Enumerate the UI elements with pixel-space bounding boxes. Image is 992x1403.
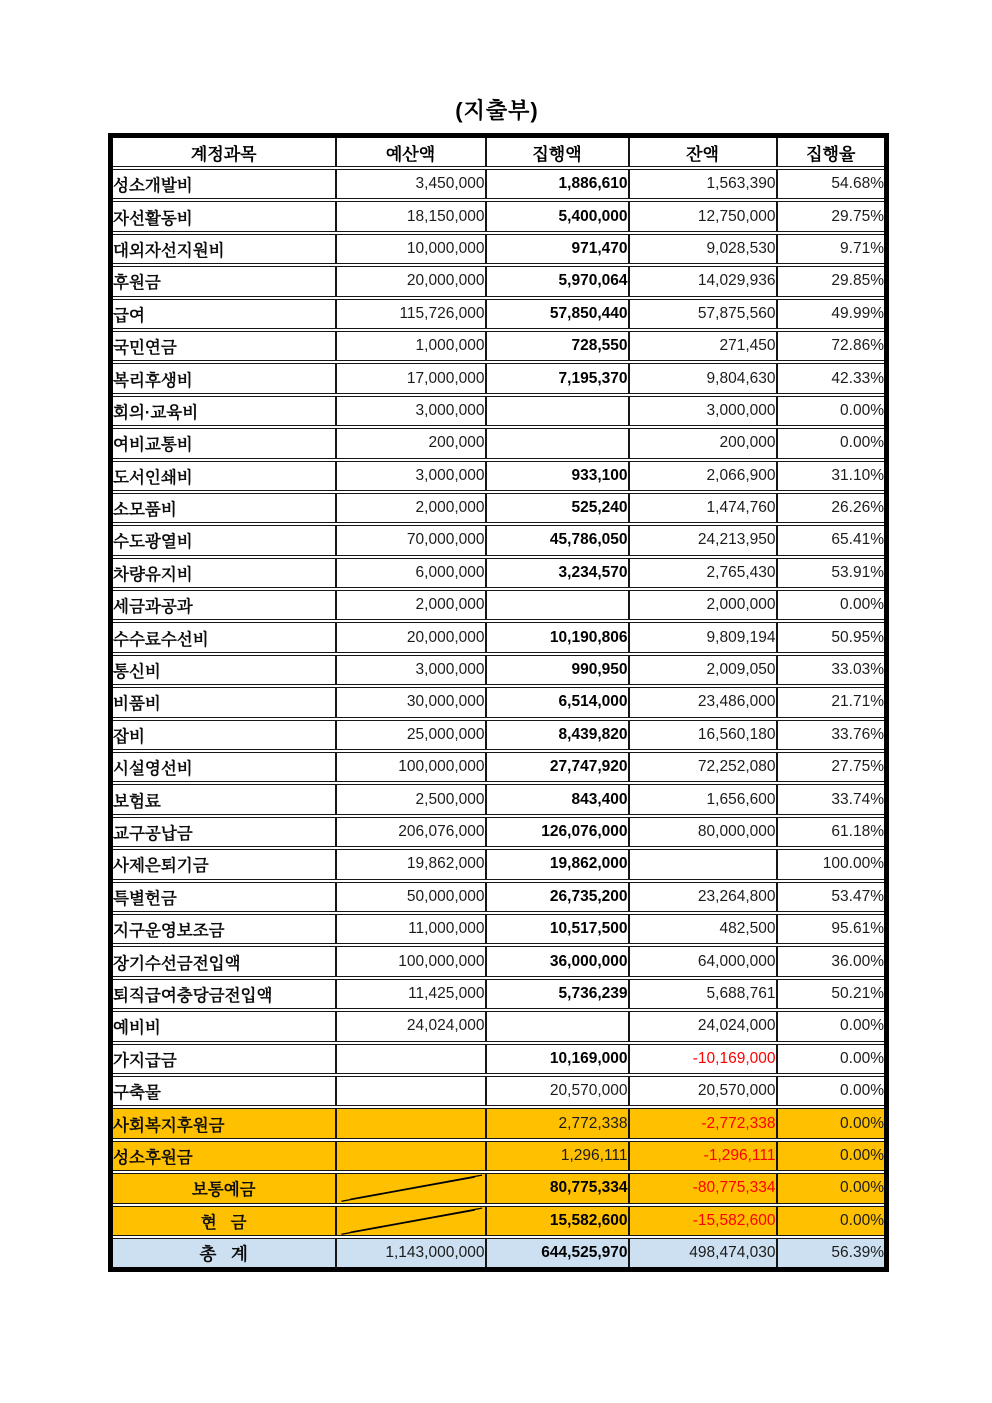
- cell-budget-amount: 100,000,000: [336, 945, 486, 977]
- cell-execution-rate: 42.33%: [777, 362, 887, 394]
- cell-balance-amount: 1,656,600: [629, 783, 777, 815]
- cell-balance-amount: 2,000,000: [629, 589, 777, 621]
- page-title: (지출부): [455, 98, 539, 123]
- cell-balance-amount: 23,486,000: [629, 686, 777, 718]
- cell-budget-amount: [336, 1172, 486, 1204]
- cell-balance-amount: 3,000,000: [629, 395, 777, 427]
- cell-account-name: 통신비: [111, 654, 336, 686]
- cell-budget-amount: [336, 1043, 486, 1075]
- cell-account-name: 보통예금: [111, 1172, 336, 1204]
- cell-executed-amount: 7,195,370: [486, 362, 629, 394]
- cell-budget-amount: 18,150,000: [336, 200, 486, 232]
- cell-budget-amount: 2,000,000: [336, 589, 486, 621]
- cell-account-name: 도서인쇄비: [111, 460, 336, 492]
- cell-account-name: 성소후원금: [111, 1140, 336, 1172]
- cell-account-name: 퇴직급여충당금전입액: [111, 978, 336, 1010]
- cell-execution-rate: 0.00%: [777, 1075, 887, 1107]
- cell-executed-amount: 57,850,440: [486, 298, 629, 330]
- cell-account-name: 교구공납금: [111, 816, 336, 848]
- cell-executed-amount: 10,517,500: [486, 913, 629, 945]
- table-row: [111, 298, 887, 330]
- cell-account-name: 국민연금: [111, 330, 336, 362]
- table-body: [111, 168, 887, 1270]
- slash-mark-icon: [337, 1207, 485, 1235]
- cell-balance-amount: 9,809,194: [629, 621, 777, 653]
- table-row: [111, 330, 887, 362]
- cell-execution-rate: 65.41%: [777, 524, 887, 556]
- cell-budget-amount: 100,000,000: [336, 751, 486, 783]
- cell-execution-rate: 33.74%: [777, 783, 887, 815]
- cell-execution-rate: 27.75%: [777, 751, 887, 783]
- cell-execution-rate: 33.76%: [777, 719, 887, 751]
- cell-executed-amount: 525,240: [486, 492, 629, 524]
- table-row: [111, 233, 887, 265]
- col-header-exec: 집행액: [486, 136, 629, 169]
- table-row: [111, 1043, 887, 1075]
- table-row: [111, 265, 887, 297]
- cell-executed-amount: 6,514,000: [486, 686, 629, 718]
- cell-budget-amount: 1,143,000,000: [336, 1237, 486, 1270]
- cell-balance-amount: 24,213,950: [629, 524, 777, 556]
- cell-executed-amount: 1,886,610: [486, 168, 629, 200]
- table-row: [111, 978, 887, 1010]
- table-row: [111, 557, 887, 589]
- table-row: [111, 524, 887, 556]
- table-row: [111, 1075, 887, 1107]
- cell-budget-amount: 206,076,000: [336, 816, 486, 848]
- table-row: [111, 848, 887, 880]
- cell-budget-amount: 30,000,000: [336, 686, 486, 718]
- cell-executed-amount: 10,190,806: [486, 621, 629, 653]
- cell-executed-amount: 45,786,050: [486, 524, 629, 556]
- cell-budget-amount: 17,000,000: [336, 362, 486, 394]
- cell-account-name: 회의·교육비: [111, 395, 336, 427]
- cell-budget-amount: 3,450,000: [336, 168, 486, 200]
- cell-execution-rate: 21.71%: [777, 686, 887, 718]
- cell-execution-rate: 100.00%: [777, 848, 887, 880]
- cell-execution-rate: 61.18%: [777, 816, 887, 848]
- cell-execution-rate: 0.00%: [777, 395, 887, 427]
- cell-execution-rate: 29.75%: [777, 200, 887, 232]
- cell-execution-rate: 72.86%: [777, 330, 887, 362]
- table-row: [111, 168, 887, 200]
- col-header-rate: 집행율: [777, 136, 887, 169]
- cell-execution-rate: 49.99%: [777, 298, 887, 330]
- cell-balance-amount: 80,000,000: [629, 816, 777, 848]
- cell-executed-amount: 728,550: [486, 330, 629, 362]
- cell-balance-amount: 9,028,530: [629, 233, 777, 265]
- table-row: [111, 362, 887, 394]
- expenditure-table: [108, 133, 889, 1272]
- cell-account-name: 급여: [111, 298, 336, 330]
- cell-executed-amount: 80,775,334: [486, 1172, 629, 1204]
- table-row: [111, 686, 887, 718]
- cell-account-name: 복리후생비: [111, 362, 336, 394]
- cell-execution-rate: 53.47%: [777, 881, 887, 913]
- cell-budget-amount: 2,500,000: [336, 783, 486, 815]
- cell-executed-amount: 933,100: [486, 460, 629, 492]
- table-row: [111, 460, 887, 492]
- col-header-balance: 잔액: [629, 136, 777, 169]
- table-header-row: [111, 136, 887, 169]
- table-row: [111, 945, 887, 977]
- cell-budget-amount: 1,000,000: [336, 330, 486, 362]
- cell-balance-amount: 271,450: [629, 330, 777, 362]
- table-row: [111, 200, 887, 232]
- cell-balance-amount: 1,563,390: [629, 168, 777, 200]
- cell-executed-amount: 971,470: [486, 233, 629, 265]
- cell-balance-amount: 2,066,900: [629, 460, 777, 492]
- cell-balance-amount: -80,775,334: [629, 1172, 777, 1204]
- cell-account-name: 현 금: [111, 1205, 336, 1237]
- cell-balance-amount: 57,875,560: [629, 298, 777, 330]
- cell-execution-rate: 0.00%: [777, 1010, 887, 1042]
- cell-executed-amount: 990,950: [486, 654, 629, 686]
- cell-account-name: 대외자선지원비: [111, 233, 336, 265]
- cell-account-name: 구축물: [111, 1075, 336, 1107]
- table-row: [111, 751, 887, 783]
- cell-account-name: 지구운영보조금: [111, 913, 336, 945]
- cell-executed-amount: 15,582,600: [486, 1205, 629, 1237]
- cell-budget-amount: 11,425,000: [336, 978, 486, 1010]
- cell-account-name: 수도광열비: [111, 524, 336, 556]
- cell-budget-amount: 70,000,000: [336, 524, 486, 556]
- table-row: [111, 1237, 887, 1270]
- cell-execution-rate: 0.00%: [777, 1140, 887, 1172]
- col-header-budget: 예산액: [336, 136, 486, 169]
- cell-budget-amount: 11,000,000: [336, 913, 486, 945]
- cell-balance-amount: -15,582,600: [629, 1205, 777, 1237]
- cell-balance-amount: 24,024,000: [629, 1010, 777, 1042]
- cell-executed-amount: [486, 1010, 629, 1042]
- cell-balance-amount: 64,000,000: [629, 945, 777, 977]
- cell-executed-amount: 126,076,000: [486, 816, 629, 848]
- cell-balance-amount: 5,688,761: [629, 978, 777, 1010]
- cell-account-name: 자선활동비: [111, 200, 336, 232]
- col-header-account: 계정과목: [111, 136, 336, 169]
- cell-executed-amount: 10,169,000: [486, 1043, 629, 1075]
- cell-execution-rate: 0.00%: [777, 1205, 887, 1237]
- cell-account-name: 비품비: [111, 686, 336, 718]
- cell-executed-amount: 644,525,970: [486, 1237, 629, 1270]
- cell-executed-amount: [486, 589, 629, 621]
- cell-execution-rate: 0.00%: [777, 427, 887, 459]
- cell-execution-rate: 95.61%: [777, 913, 887, 945]
- cell-account-name: 소모품비: [111, 492, 336, 524]
- table-row: [111, 1010, 887, 1042]
- cell-executed-amount: 36,000,000: [486, 945, 629, 977]
- cell-balance-amount: 2,009,050: [629, 654, 777, 686]
- cell-budget-amount: [336, 1205, 486, 1237]
- cell-balance-amount: 20,570,000: [629, 1075, 777, 1107]
- cell-budget-amount: 19,862,000: [336, 848, 486, 880]
- cell-budget-amount: 3,000,000: [336, 460, 486, 492]
- cell-execution-rate: 0.00%: [777, 1107, 887, 1139]
- cell-executed-amount: 26,735,200: [486, 881, 629, 913]
- cell-balance-amount: 72,252,080: [629, 751, 777, 783]
- cell-account-name: 성소개발비: [111, 168, 336, 200]
- cell-execution-rate: 33.03%: [777, 654, 887, 686]
- table-row: [111, 881, 887, 913]
- cell-executed-amount: [486, 427, 629, 459]
- cell-execution-rate: 26.26%: [777, 492, 887, 524]
- cell-execution-rate: 50.95%: [777, 621, 887, 653]
- cell-executed-amount: 2,772,338: [486, 1107, 629, 1139]
- cell-account-name: 세금과공과: [111, 589, 336, 621]
- cell-execution-rate: 54.68%: [777, 168, 887, 200]
- cell-budget-amount: 200,000: [336, 427, 486, 459]
- cell-budget-amount: 24,024,000: [336, 1010, 486, 1042]
- cell-account-name: 후원금: [111, 265, 336, 297]
- cell-budget-amount: 25,000,000: [336, 719, 486, 751]
- cell-executed-amount: 3,234,570: [486, 557, 629, 589]
- cell-budget-amount: 20,000,000: [336, 265, 486, 297]
- cell-execution-rate: 36.00%: [777, 945, 887, 977]
- cell-execution-rate: 50.21%: [777, 978, 887, 1010]
- cell-executed-amount: 1,296,111: [486, 1140, 629, 1172]
- cell-account-name: 사회복지후원금: [111, 1107, 336, 1139]
- table-row: [111, 621, 887, 653]
- table-row: [111, 719, 887, 751]
- cell-budget-amount: 3,000,000: [336, 395, 486, 427]
- cell-budget-amount: 115,726,000: [336, 298, 486, 330]
- cell-execution-rate: 53.91%: [777, 557, 887, 589]
- cell-budget-amount: [336, 1107, 486, 1139]
- cell-account-name: 시설영선비: [111, 751, 336, 783]
- cell-execution-rate: 0.00%: [777, 1043, 887, 1075]
- cell-budget-amount: 6,000,000: [336, 557, 486, 589]
- cell-budget-amount: 20,000,000: [336, 621, 486, 653]
- cell-account-name: 가지급금: [111, 1043, 336, 1075]
- cell-balance-amount: 2,765,430: [629, 557, 777, 589]
- cell-balance-amount: 9,804,630: [629, 362, 777, 394]
- cell-balance-amount: 23,264,800: [629, 881, 777, 913]
- cell-execution-rate: 56.39%: [777, 1237, 887, 1270]
- cell-account-name: 여비교통비: [111, 427, 336, 459]
- table-row: [111, 913, 887, 945]
- table-row: [111, 1205, 887, 1237]
- cell-account-name: 총 계: [111, 1237, 336, 1270]
- cell-account-name: 수수료수선비: [111, 621, 336, 653]
- cell-balance-amount: 12,750,000: [629, 200, 777, 232]
- table-row: [111, 1172, 887, 1204]
- table-row: [111, 1140, 887, 1172]
- cell-executed-amount: [486, 395, 629, 427]
- cell-balance-amount: 16,560,180: [629, 719, 777, 751]
- cell-budget-amount: 3,000,000: [336, 654, 486, 686]
- table-row: [111, 492, 887, 524]
- table-row: [111, 783, 887, 815]
- table-row: [111, 395, 887, 427]
- cell-execution-rate: 29.85%: [777, 265, 887, 297]
- cell-executed-amount: 19,862,000: [486, 848, 629, 880]
- cell-budget-amount: [336, 1075, 486, 1107]
- table-row: [111, 1107, 887, 1139]
- cell-account-name: 장기수선금전입액: [111, 945, 336, 977]
- cell-budget-amount: 50,000,000: [336, 881, 486, 913]
- cell-balance-amount: [629, 848, 777, 880]
- table-row: [111, 589, 887, 621]
- cell-execution-rate: 0.00%: [777, 1172, 887, 1204]
- cell-balance-amount: -1,296,111: [629, 1140, 777, 1172]
- cell-execution-rate: 9.71%: [777, 233, 887, 265]
- cell-account-name: 특별헌금: [111, 881, 336, 913]
- cell-account-name: 잡비: [111, 719, 336, 751]
- cell-execution-rate: 31.10%: [777, 460, 887, 492]
- cell-executed-amount: 5,970,064: [486, 265, 629, 297]
- cell-executed-amount: 5,736,239: [486, 978, 629, 1010]
- cell-executed-amount: 8,439,820: [486, 719, 629, 751]
- cell-balance-amount: 14,029,936: [629, 265, 777, 297]
- cell-budget-amount: 10,000,000: [336, 233, 486, 265]
- table-row: [111, 654, 887, 686]
- cell-balance-amount: -10,169,000: [629, 1043, 777, 1075]
- cell-budget-amount: [336, 1140, 486, 1172]
- cell-executed-amount: 20,570,000: [486, 1075, 629, 1107]
- cell-balance-amount: 200,000: [629, 427, 777, 459]
- table-row: [111, 816, 887, 848]
- cell-account-name: 보험료: [111, 783, 336, 815]
- table-row: [111, 427, 887, 459]
- cell-balance-amount: -2,772,338: [629, 1107, 777, 1139]
- cell-balance-amount: 498,474,030: [629, 1237, 777, 1270]
- cell-account-name: 차량유지비: [111, 557, 336, 589]
- slash-mark-icon: [337, 1174, 485, 1202]
- cell-executed-amount: 843,400: [486, 783, 629, 815]
- cell-account-name: 사제은퇴기금: [111, 848, 336, 880]
- cell-executed-amount: 5,400,000: [486, 200, 629, 232]
- cell-balance-amount: 1,474,760: [629, 492, 777, 524]
- cell-budget-amount: 2,000,000: [336, 492, 486, 524]
- cell-balance-amount: 482,500: [629, 913, 777, 945]
- cell-executed-amount: 27,747,920: [486, 751, 629, 783]
- cell-execution-rate: 0.00%: [777, 589, 887, 621]
- cell-account-name: 예비비: [111, 1010, 336, 1042]
